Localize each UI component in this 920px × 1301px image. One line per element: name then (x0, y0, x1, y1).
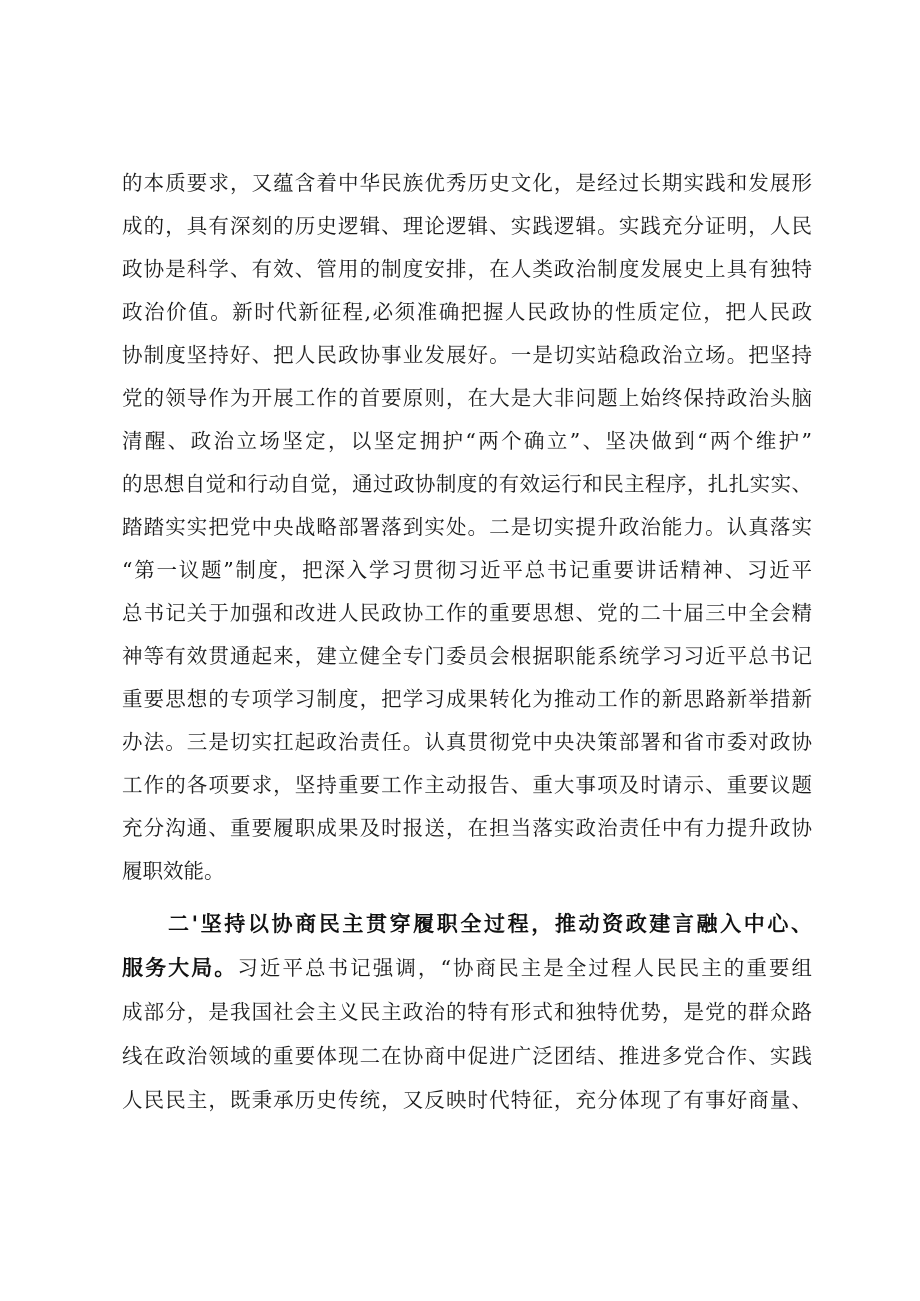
paragraph-1-line-2: 成的，具有深刻的历史逻辑、理论逻辑、实践逻辑。实践充分证明，人民 (122, 214, 812, 238)
paragraph-2-line-2 (122, 953, 812, 983)
paragraph-1-line-17: 履职效能。 (122, 859, 225, 883)
paragraph-1-line-9: 踏踏实实把党中央战略部署落到实处。二是切实提升政治能力。认真落实 (122, 515, 812, 539)
paragraph-2-line-5: 人民民主，既秉承历史传统，又反映时代特征，充分体现了有事好商量、 (122, 1088, 812, 1112)
paragraph-2-line-2-text: 习近平总书记强调，“协商民主是全过程人民民主的重要组 (237, 956, 813, 980)
paragraph-1-line-11: 总书记关于加强和改进人民政协工作的重要思想、党的二十届三中全会精 (122, 601, 812, 625)
paragraph-1-line-5: 协制度坚持好、把人民政协事业发展好。一是切实站稳政治立场。把坚持 (122, 343, 812, 367)
paragraph-1-line-16: 充分沟通、重要履职成果及时报送，在担当落实政治责任中有力提升政协 (122, 816, 812, 840)
paragraph-1-line-7: 清醒、政治立场坚定，以坚定拥护“两个确立”、坚决做到“两个维护” (122, 429, 812, 453)
paragraph-2-line-4: 线在政治领域的重要体现二在协商中促进广泛团结、推进多党合作、实践 (122, 1044, 812, 1068)
paragraph-1-line-10: “第一议题”制度，把深入学习贯彻习近平总书记重要讲话精神、习近平 (122, 558, 812, 582)
paragraph-1-line-14: 办法。三是切实扛起政治责任。认真贯彻党中央决策部署和省市委对政协 (122, 730, 812, 754)
paragraph-1-line-12: 神等有效贯通起来，建立健全专门委员会根据职能系统学习习近平总书记 (122, 644, 812, 668)
paragraph-1-line-13: 重要思想的专项学习制度，把学习成果转化为推动工作的新思路新举措新 (122, 687, 812, 711)
paragraph-2-line-3: 成部分，是我国社会主义民主政治的特有形式和独特优势，是党的群众路 (122, 1000, 812, 1024)
section-heading-line-2: 服务大局。 (122, 956, 238, 980)
paragraph-1-line-8: 的思想自觉和行动自觉，通过政协制度的有效运行和民主程序，扎扎实实、 (122, 472, 812, 496)
paragraph-1-line-6: 党的领导作为开展工作的首要原则，在大是大非问题上始终保持政治头脑 (122, 386, 812, 410)
paragraph-1-line-3: 政协是科学、有效、管用的制度安排，在人类政治制度发展史上具有独特 (122, 257, 812, 281)
paragraph-1-line-15: 工作的各项要求，坚持重要工作主动报告、重大事项及时请示、重要议题 (122, 773, 812, 797)
paragraph-1-line-1: 的本质要求，又蕴含着中华民族优秀历史文化，是经过长期实践和发展形 (122, 171, 812, 195)
section-heading-line-1: 二'坚持以协商民主贯穿履职全过程，推动资政建言融入中心、 (168, 912, 812, 936)
paragraph-1-line-4: 政治价值。新时代新征程,必须准确把握人民政协的性质定位，把人民政 (122, 300, 812, 324)
